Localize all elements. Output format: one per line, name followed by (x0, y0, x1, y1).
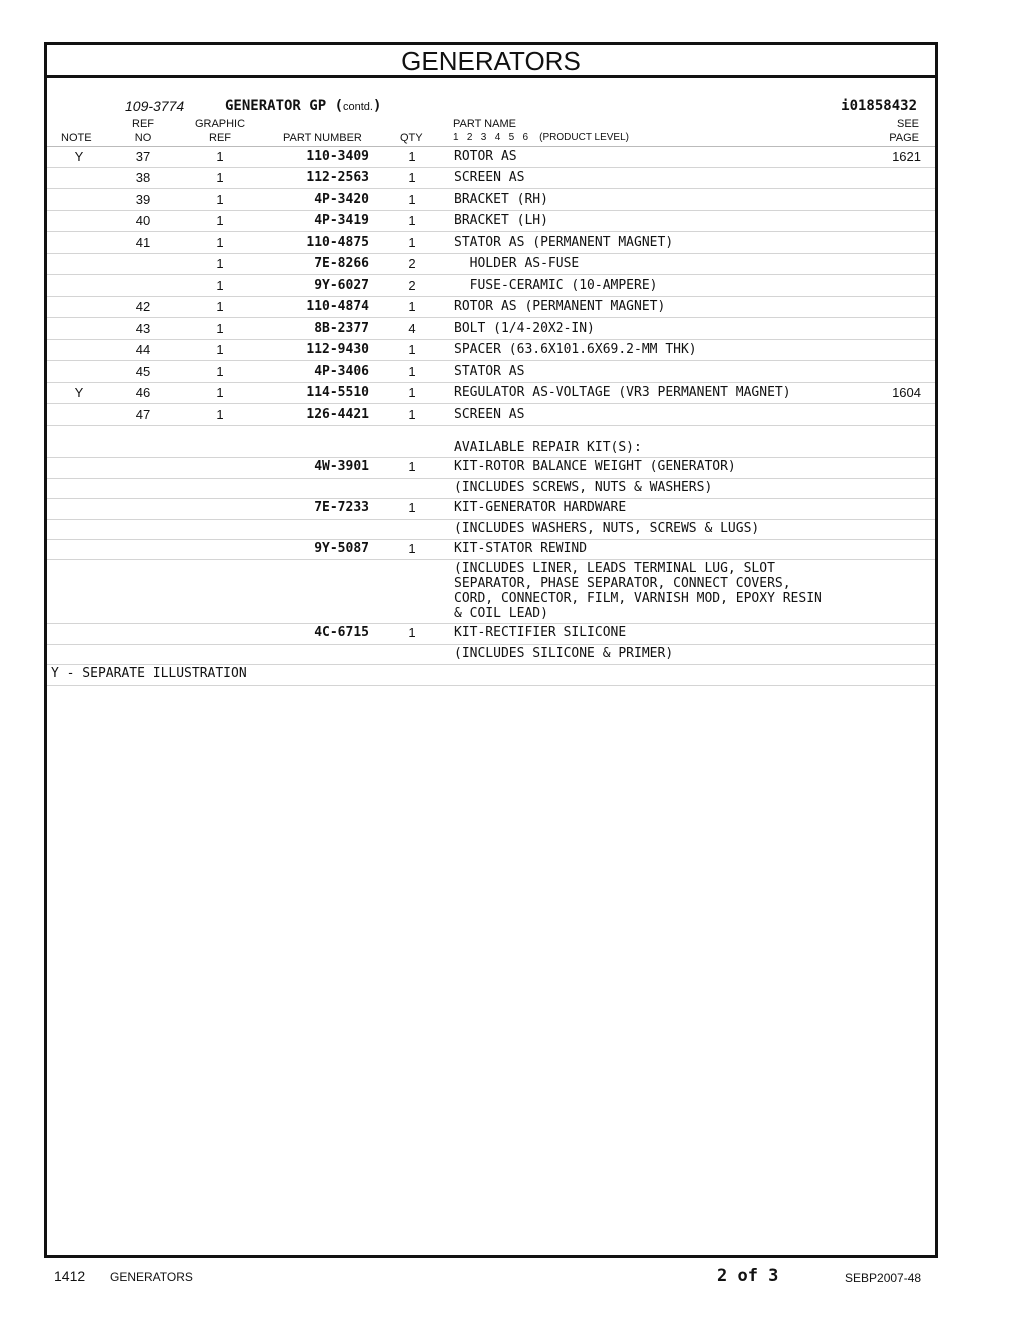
part-name-cell: BRACKET (RH) (454, 192, 548, 207)
part-name-cell: FUSE-CERAMIC (10-AMPERE) (454, 278, 658, 293)
graphic-ref-cell: 1 (216, 321, 224, 336)
table-row (47, 361, 935, 383)
ref-cell: 41 (135, 235, 151, 250)
qty-cell: 1 (408, 342, 416, 357)
graphic-ref-cell: 1 (216, 364, 224, 379)
qty-cell: 1 (408, 192, 416, 207)
part-name-cell: SCREEN AS (454, 407, 525, 422)
footer-section: GENERATORS (110, 1270, 193, 1284)
graphic-ref-cell: 1 (216, 149, 224, 164)
legend-text: Y - SEPARATE ILLUSTRATION (51, 666, 247, 681)
qty-cell: 1 (408, 149, 416, 164)
group-header (47, 98, 935, 118)
part-number-cell: 126-4421 (306, 407, 369, 422)
kit-qty: 1 (408, 625, 416, 640)
header-part-number: PART NUMBER (283, 132, 362, 144)
kit-name: KIT-ROTOR BALANCE WEIGHT (GENERATOR) (454, 459, 736, 474)
kit-includes: (INCLUDES SILICONE & PRIMER) (454, 646, 674, 661)
qty-cell: 1 (408, 235, 416, 250)
ref-cell: 44 (135, 342, 151, 357)
kits-heading-row (47, 426, 935, 458)
kit-part-number: 4W-3901 (314, 459, 369, 474)
kit-qty: 1 (408, 500, 416, 515)
qty-cell: 2 (408, 256, 416, 271)
kit-row (47, 624, 935, 645)
ref-cell: 42 (135, 299, 151, 314)
part-number-cell: 9Y-6027 (314, 278, 369, 293)
part-number-cell: 8B-2377 (314, 321, 369, 336)
page-title: GENERATORS (47, 45, 935, 78)
table-row (47, 253, 935, 275)
header-see-2: PAGE (889, 132, 919, 144)
header-ref-1: REF (132, 118, 154, 130)
graphic-ref-cell: 1 (216, 213, 224, 228)
kit-includes: (INCLUDES WASHERS, NUTS, SCREWS & LUGS) (454, 521, 760, 536)
kit-part-number: 7E-7233 (314, 500, 369, 515)
part-name-cell: HOLDER AS-FUSE (454, 256, 580, 271)
qty-cell: 1 (408, 299, 416, 314)
kit-row (47, 540, 935, 560)
kit-includes: (INCLUDES LINER, LEADS TERMINAL LUG, SLOT SEPARATOR, PHASE SEPARATOR, CONNECT COVERS, CORD, CONNECTOR, FILM, VARNISH MOD, EPOXY RESIN & COIL LEAD) (454, 561, 822, 621)
part-number-cell: 112-2563 (306, 170, 369, 185)
document-number: SEBP2007-48 (845, 1271, 922, 1285)
kit-includes-row (47, 560, 935, 624)
kit-includes-row (47, 645, 935, 665)
graphic-ref-cell: 1 (216, 256, 224, 271)
page-frame (44, 42, 938, 1258)
group-name-text: GENERATOR GP ( (225, 98, 344, 114)
part-number-cell: 110-4875 (306, 235, 369, 250)
graphic-ref-cell: 1 (216, 385, 224, 400)
table-row (47, 404, 935, 426)
kit-part-number: 4C-6715 (314, 625, 369, 640)
qty-cell: 1 (408, 364, 416, 379)
table-row (47, 167, 935, 189)
part-number-cell: 114-5510 (306, 385, 369, 400)
part-name-cell: ROTOR AS (PERMANENT MAGNET) (454, 299, 666, 314)
part-number-cell: 112-9430 (306, 342, 369, 357)
qty-cell: 1 (408, 170, 416, 185)
page-footer (0, 1266, 1020, 1290)
table-row (47, 318, 935, 340)
illustration-id: i01858432 (841, 98, 917, 114)
table-row (47, 339, 935, 361)
part-number-cell: 4P-3420 (314, 192, 369, 207)
kit-includes: (INCLUDES SCREWS, NUTS & WASHERS) (454, 480, 713, 495)
kits-heading: AVAILABLE REPAIR KIT(S): (454, 440, 642, 455)
ref-cell: 39 (135, 192, 151, 207)
part-number-cell: 110-4874 (306, 299, 369, 314)
ref-cell: 43 (135, 321, 151, 336)
ref-cell: 46 (135, 385, 151, 400)
part-number-cell: 4P-3406 (314, 364, 369, 379)
part-number-cell: 4P-3419 (314, 213, 369, 228)
ref-cell: 37 (135, 149, 151, 164)
page-number: 1412 (54, 1268, 86, 1284)
column-headers (47, 118, 935, 147)
header-ref-2: NO (134, 132, 152, 144)
ref-cell: 40 (135, 213, 151, 228)
note-cell: Y (74, 149, 84, 164)
graphic-ref-cell: 1 (216, 170, 224, 185)
ref-cell: 47 (135, 407, 151, 422)
table-row (47, 275, 935, 297)
part-name-cell: BOLT (1/4-20X2-IN) (454, 321, 595, 336)
header-product-level: 1 2 3 4 5 6 (PRODUCT LEVEL) (453, 132, 629, 143)
kit-qty: 1 (408, 459, 416, 474)
graphic-ref-cell: 1 (216, 235, 224, 250)
kit-row (47, 499, 935, 520)
ref-cell: 38 (135, 170, 151, 185)
qty-cell: 2 (408, 278, 416, 293)
group-name (225, 98, 381, 114)
table-row (47, 146, 935, 168)
table-row (47, 296, 935, 318)
table-row (47, 232, 935, 254)
graphic-ref-cell: 1 (216, 278, 224, 293)
group-contd: contd. (343, 101, 373, 113)
note-cell: Y (74, 385, 84, 400)
see-page-cell: 1604 (892, 385, 921, 400)
part-name-cell: STATOR AS (454, 364, 525, 379)
part-name-cell: SCREEN AS (454, 170, 525, 185)
qty-cell: 4 (408, 321, 416, 336)
group-number: 109-3774 (125, 98, 185, 114)
part-name-cell: BRACKET (LH) (454, 213, 548, 228)
header-see-1: SEE (896, 118, 919, 130)
part-name-cell: STATOR AS (PERMANENT MAGNET) (454, 235, 674, 250)
kit-qty: 1 (408, 541, 416, 556)
graphic-ref-cell: 1 (216, 192, 224, 207)
legend-row (47, 665, 935, 686)
graphic-ref-cell: 1 (216, 342, 224, 357)
kit-includes-row (47, 520, 935, 540)
table-row (47, 382, 935, 404)
qty-cell: 1 (408, 385, 416, 400)
ref-cell: 45 (135, 364, 151, 379)
header-part-name: PART NAME (453, 118, 516, 130)
kit-name: KIT-STATOR REWIND (454, 541, 588, 556)
page-of-count: 2 of 3 (717, 1266, 779, 1286)
part-name-cell: SPACER (63.6X101.6X69.2-MM THK) (454, 342, 697, 357)
part-number-cell: 7E-8266 (314, 256, 369, 271)
part-name-cell: REGULATOR AS-VOLTAGE (VR3 PERMANENT MAGNET) (454, 385, 791, 400)
see-page-cell: 1621 (892, 149, 921, 164)
table-row (47, 189, 935, 211)
table-row (47, 210, 935, 232)
header-qty: QTY (400, 132, 423, 144)
graphic-ref-cell: 1 (216, 407, 224, 422)
kit-name: KIT-GENERATOR HARDWARE (454, 500, 627, 515)
header-note: NOTE (61, 132, 92, 144)
part-number-cell: 110-3409 (306, 149, 369, 164)
graphic-ref-cell: 1 (216, 299, 224, 314)
qty-cell: 1 (408, 213, 416, 228)
qty-cell: 1 (408, 407, 416, 422)
kit-name: KIT-RECTIFIER SILICONE (454, 625, 627, 640)
group-name-close: ) (372, 98, 382, 114)
header-graphic-2: REF (209, 132, 231, 144)
header-graphic-1: GRAPHIC (194, 118, 246, 130)
part-name-cell: ROTOR AS (454, 149, 517, 164)
kit-row (47, 458, 935, 479)
kit-includes-row (47, 479, 935, 499)
kit-part-number: 9Y-5087 (314, 541, 369, 556)
